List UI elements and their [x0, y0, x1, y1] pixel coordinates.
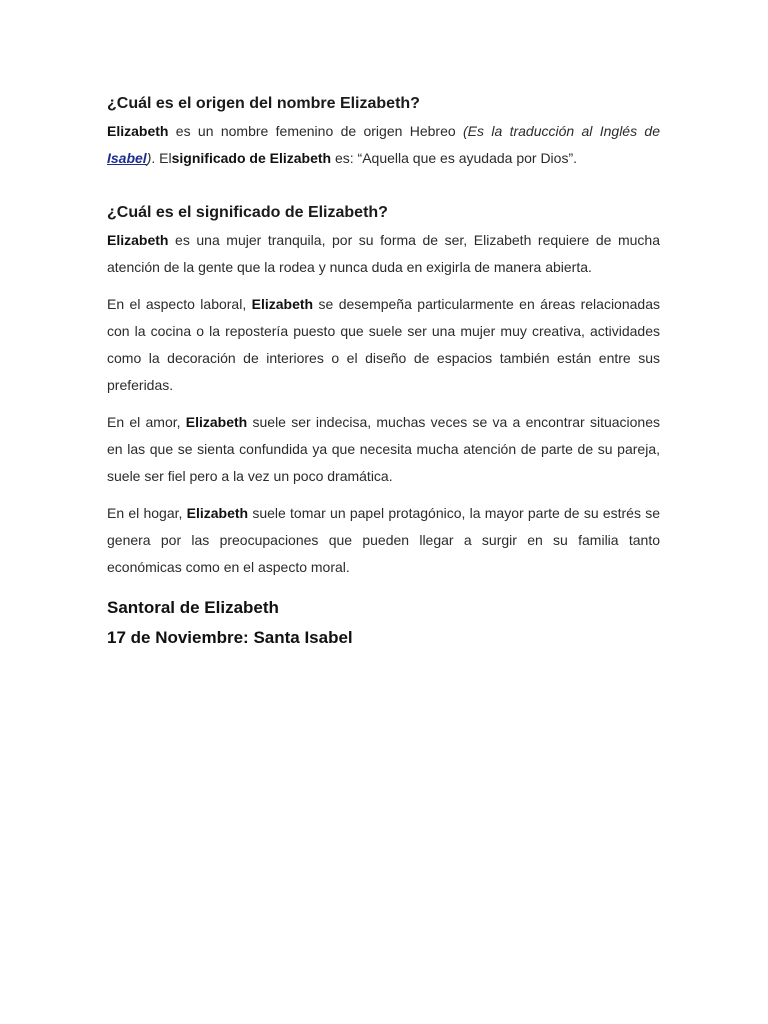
isabel-link[interactable]: Isabel [107, 150, 147, 166]
paragraph-text: suele tomar un papel protagónico, la mayor parte de su estrés se genera por las preocupaciones que pueden llegar a surgir en su familia tanto económicas como en el aspecto moral. [107, 505, 660, 575]
keyword-elizabeth: Elizabeth [186, 505, 249, 521]
keyword-significado: significado de Elizabeth [171, 150, 332, 166]
keyword-elizabeth: Elizabeth [107, 123, 169, 139]
paragraph-laboral [107, 291, 660, 399]
paragraph-origen [107, 118, 660, 172]
paragraph-intro: En el aspecto laboral, [107, 296, 252, 312]
italic-text: (Es la traducción al Inglés de [463, 123, 661, 139]
keyword-elizabeth: Elizabeth [185, 414, 248, 430]
paragraph-intro: En el amor, [107, 414, 186, 430]
paragraph-amor [107, 409, 660, 490]
italic-close: ) [146, 150, 152, 166]
paragraph-intro: En el hogar, [107, 505, 187, 521]
text-span: es un nombre femenino de origen Hebreo [168, 123, 463, 139]
text-span: . El [151, 150, 172, 166]
santoral-title: Santoral de Elizabeth [107, 598, 279, 617]
paragraph-text: se desempeña particularmente en áreas relacionadas con la cocina o la repostería puesto que suele ser una mujer muy creativa, actividades como la decoración de interiores o el diseño de espacios también están entre sus preferidas. [107, 296, 660, 393]
text-span: es: “Aquella que es ayudada por Dios”. [331, 150, 578, 166]
keyword-elizabeth: Elizabeth [107, 232, 169, 248]
paragraph-text: suele ser indecisa, muchas veces se va a encontrar situaciones en las que se sienta confundida ya que necesita mucha atención de parte de su pareja, suele ser fiel pero a la vez un poco dramática. [107, 414, 661, 484]
paragraph-text: es una mujer tranquila, por su forma de ser, Elizabeth requiere de mucha atención de la gente que la rodea y nunca duda en exigirla de manera abierta. [107, 232, 660, 275]
heading-significado: ¿Cuál es el significado de Elizabeth? [107, 204, 388, 221]
paragraph-personalidad [107, 227, 660, 281]
keyword-elizabeth: Elizabeth [251, 296, 314, 312]
santoral-date: 17 de Noviembre: Santa Isabel [107, 628, 353, 647]
paragraph-hogar [107, 500, 660, 581]
document-page [107, 90, 660, 653]
heading-origen: ¿Cuál es el origen del nombre Elizabeth? [107, 95, 420, 112]
